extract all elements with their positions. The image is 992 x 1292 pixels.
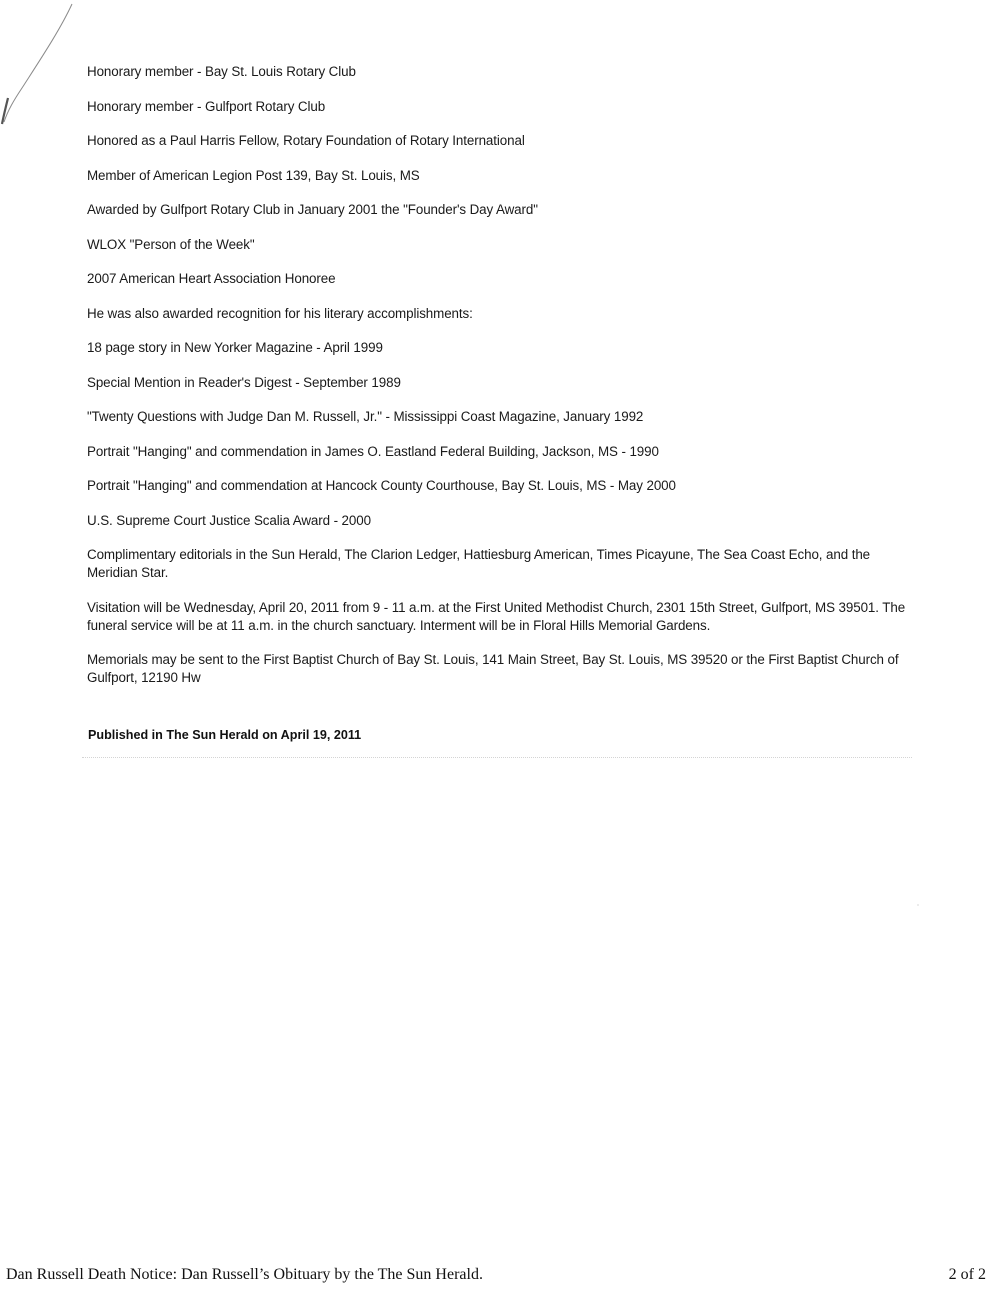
paragraph-rotary-bay-st-louis: Honorary member - Bay St. Louis Rotary Club	[87, 64, 356, 79]
paragraph-readers-digest: Special Mention in Reader's Digest - September 1989	[87, 374, 401, 390]
paragraph-scalia-award: U.S. Supreme Court Justice Scalia Award - 2000	[87, 512, 371, 528]
scan-pen-mark	[0, 0, 90, 130]
paragraph-american-legion: Member of American Legion Post 139, Bay St. Louis, MS	[87, 167, 420, 183]
paragraph-memorials: Memorials may be sent to the First Baptist Church of Bay St. Louis, 141 Main Street, Bay St. Louis, MS 39520 or the First Baptist Church of Gulfport, 12190 Hw	[87, 652, 899, 685]
paragraph-new-yorker: 18 page story in New Yorker Magazine - April 1999	[87, 340, 383, 355]
paragraph-editorials: Complimentary editorials in the Sun Herald, The Clarion Ledger, Hattiesburg American, Times Picayune, The Sea Coast Echo, and the Meridian Star.	[87, 547, 871, 580]
paragraph-rotary-gulfport: Honorary member - Gulfport Rotary Club	[87, 98, 326, 114]
published-line: Published in The Sun Herald on April 19, 2011	[88, 728, 362, 742]
paragraph-literary-intro: He was also awarded recognition for his literary accomplishments:	[87, 305, 473, 321]
paragraph-founders-day-award: Awarded by Gulfport Rotary Club in January 2001 the "Founder's Day Award"	[87, 202, 538, 217]
obituary-body	[87, 63, 917, 704]
dotted-divider	[82, 757, 912, 758]
paragraph-paul-harris-fellow: Honored as a Paul Harris Fellow, Rotary Foundation of Rotary International	[87, 133, 525, 148]
paragraph-portrait-hancock: Portrait "Hanging" and commendation at Hancock County Courthouse, Bay St. Louis, MS - May 2000	[87, 478, 676, 493]
scan-speck	[917, 904, 919, 906]
paragraph-twenty-questions: "Twenty Questions with Judge Dan M. Russell, Jr." - Mississippi Coast Magazine, January 1992	[87, 409, 644, 424]
paragraph-wlox-person-of-week: WLOX "Person of the Week"	[87, 236, 255, 252]
paragraph-heart-association: 2007 American Heart Association Honoree	[87, 271, 336, 286]
footer-page-number: 2 of 2	[948, 1266, 986, 1283]
footer-title: Dan Russell Death Notice: Dan Russell’s Obituary by the The Sun Herald.	[6, 1266, 483, 1283]
paragraph-visitation: Visitation will be Wednesday, April 20, 2011 from 9 - 11 a.m. at the First United Methodist Church, 2301 15th Street, Gulfport, MS 39501. The funeral service will be at 11 a.m. in the church sanctuary. Interment will be in Floral Hills Memorial Gardens.	[87, 599, 906, 633]
paragraph-portrait-eastland: Portrait "Hanging" and commendation in James O. Eastland Federal Building, Jackson, MS - 1990	[87, 443, 659, 459]
